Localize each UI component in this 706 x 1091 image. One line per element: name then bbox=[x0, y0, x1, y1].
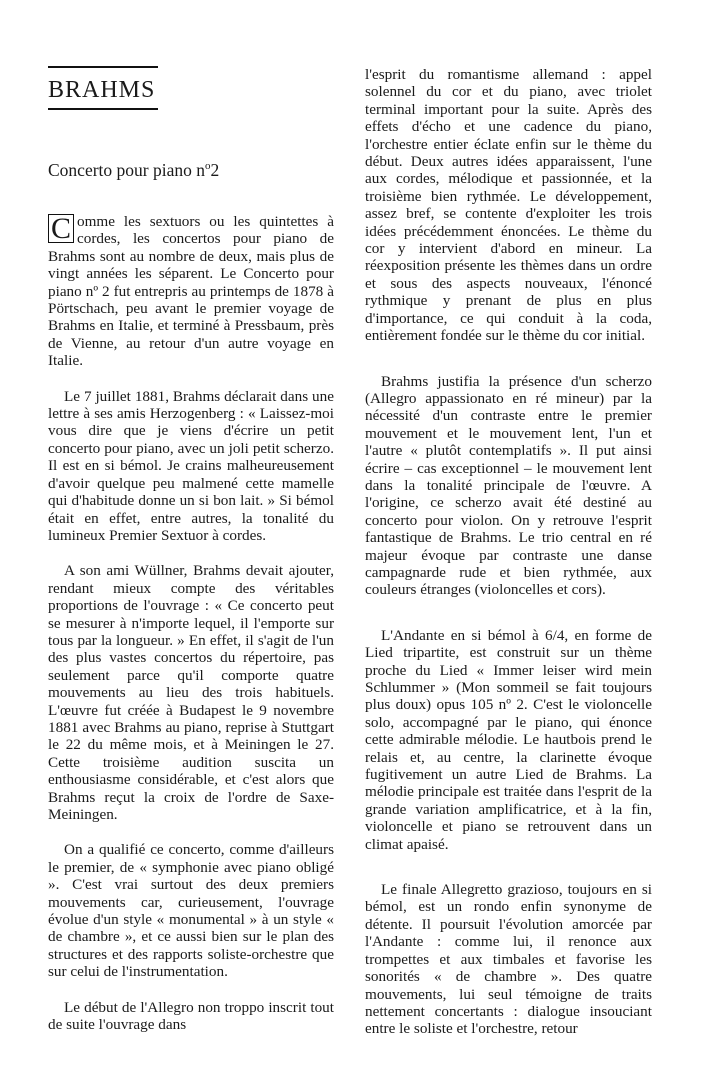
paragraph-andante: L'Andante en si bémol à 6/4, en forme de Lied tripartite, est construit sur un thème proche du Lied « Immer leiser wird mein Schlummer » (Mon sommeil se fait toujours plus doux) opus 105 nº 2. C'est le violoncelle solo, accompagné par le piano, qui énonce cette admirable mélodie. Le hautbois prend le relais et, au centre, la clarinette évoque fugitivement un autre Lied de Brahms. La mélodie principale est traitée dans l'esprit de la grande variation amplificatrice, et à la fin, violoncelle et piano se retrouvent dans un climat apaisé. bbox=[365, 626, 652, 853]
paragraph-scherzo: Brahms justifia la présence d'un scherzo (Allegro appassionato en ré mineur) par la nécessité d'un contraste entre le premier mouvement et le mouvement lent, l'un et l'autre « plutôt contemplatifs ». Il put ainsi écrire – cas exceptionnel – le mouvement lent dans la tonalité principale de l'œuvre. A l'origine, ce scherzo avait été destiné au concerto pour violon. On y retrouve l'esprit fantastique de Brahms. Le trio central en ré majeur évoque par contraste une danse campagnarde rude et bien rythmée, aux couleurs étranges (violoncelles et cors). bbox=[365, 372, 652, 599]
paragraph-wullner: A son ami Wüllner, Brahms devait ajouter, rendant mieux compte des véritables proportions de l'ouvrage : « Ce concerto peut se mesurer à n'importe lequel, il l'emporte sur tous par la longueur. » En effet, il s'agit de l'un des plus vastes concertos du répertoire, pas seulement parce qu'il comporte quatre mouvements au lieu des trois habituels. L'œuvre fut créée à Budapest le 9 novembre 1881 avec Brahms au piano, reprise à Stuttgart le 22 du même mois, et à Meiningen le 27. Cette troisième audition suscita un enthousiasme considérable, et c'est alors que Brahms reçut la croix de l'ordre de Saxe-Meiningen. bbox=[48, 562, 334, 823]
left-column bbox=[48, 66, 334, 1051]
paragraph-finale: Le finale Allegretto grazioso, toujours en si bémol, est un rondo enfin synonyme de détente. Il poursuit l'évolution amorcée par l'Andante : comme lui, il renonce aux trompettes et aux timbales et favorise les sonorités « de chambre ». Des quatre mouvements, lui seul témoigne de traits nettement concertants : dialogue insouciant entre le soliste et l'orchestre, retour bbox=[365, 881, 652, 1038]
right-column bbox=[365, 66, 652, 1056]
work-title-sup: o bbox=[204, 160, 211, 173]
drop-cap: C bbox=[48, 214, 74, 243]
paragraph-intro bbox=[48, 213, 334, 370]
work-title bbox=[48, 160, 334, 181]
paragraph-intro-text: omme les sextuors ou les quintettes à cordes, les concertos pour piano de Brahms sont au nombre de deux, mais plus de vingt années les séparent. Le Concerto pour piano nº 2 fut entrepris au printemps de 1878 à Pörtschach, peu avant le premier voyage de Brahms en Italie, et terminé à Pressbaum, près de Vienne, au retour d'un autre voyage en Italie. bbox=[48, 213, 334, 370]
composer-heading: BRAHMS bbox=[48, 66, 158, 110]
paragraph-letter: Le 7 juillet 1881, Brahms déclarait dans une lettre à ses amis Herzogenberg : « Laissez-moi vous dire que je viens d'écrire un petit concerto pour piano, avec un joli petit scherzo. Il est en si bémol. Je crains malheureusement d'avoir quelque peu malmené cette mamelle qui d'habitude donne un si bon lait. » Si bémol était en effet, entre autres, la tonalité du lumineux Premier Sextuor à cordes. bbox=[48, 387, 334, 544]
work-title-number: 2 bbox=[210, 160, 220, 180]
paragraph-allegro-cont: l'esprit du romantisme allemand : appel solennel du cor et du piano, avec triolet terminal important pour la suite. Après des effets d'écho et une cadence du piano, l'orchestre entier éclate enfin sur le thème du début. Deux autres idées apparaissent, l'une aux cordes, mélodique et passionnée, et la troisième bien rythmée. Le développement, assez bref, se contente d'exploiter les trois idées précédemment énoncées. Le thème du cor y intervient d'abord en mineur. La réexposition présente les thèmes dans un ordre et sous des aspects nouveaux, l'énoncé rythmique y prenant de plus en plus d'importance, ce qui conduit à la coda, entièrement fondée sur le thème du cor initial. bbox=[365, 66, 652, 345]
paragraph-allegro-start: Le début de l'Allegro non troppo inscrit tout de suite l'ouvrage dans bbox=[48, 998, 334, 1034]
work-title-text: Concerto pour piano n bbox=[48, 160, 205, 180]
paragraph-symphonie: On a qualifié ce concerto, comme d'ailleurs le premier, de « symphonie avec piano obligé ». C'est vrai surtout des deux premiers mouvements car, curieusement, l'ouvrage évolue d'un style « monumental » à un style « de chambre », et ce aussi bien sur le plan des structures et des rapports soliste-orchestre que sur celui de l'instrumentation. bbox=[48, 841, 334, 981]
